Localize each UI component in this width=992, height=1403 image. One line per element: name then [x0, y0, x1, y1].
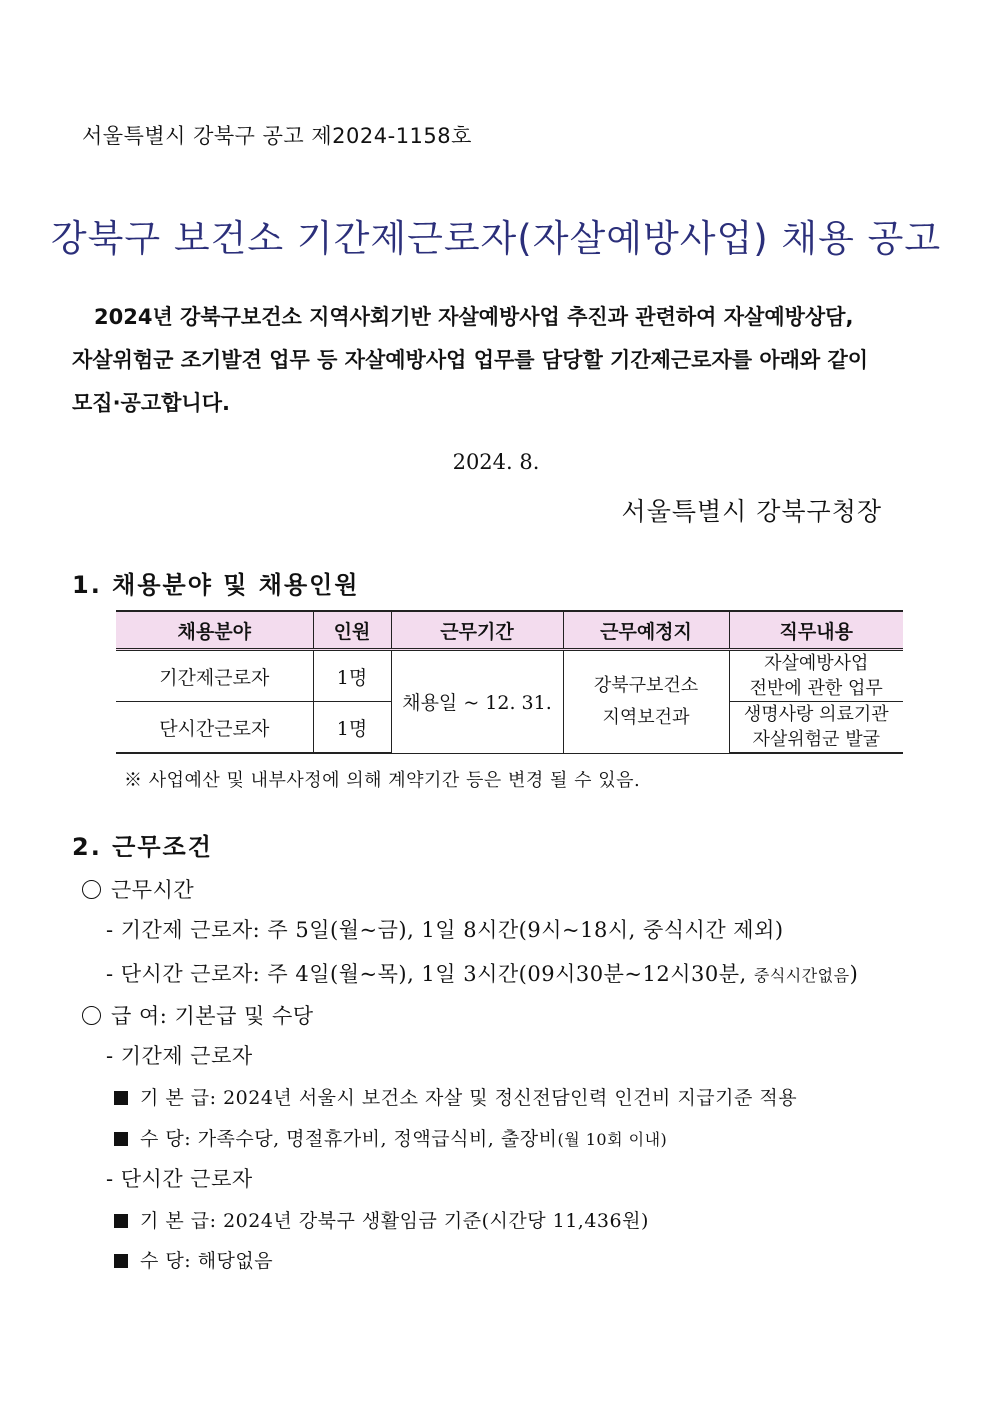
- table-row: [116, 650, 903, 702]
- fixed-base-text: 기 본 급: 2024년 서울시 보건소 자살 및 정신전담인력 인건비 지급기준 적용: [140, 1087, 798, 1109]
- intro-line-3: 모집·공고합니다.: [72, 391, 230, 415]
- page-title: 강북구 보건소 기간제근로자(자살예방사업) 채용 공고: [50, 217, 942, 260]
- hours-fixed: - 기간제 근로자: 주 5일(월~금), 1일 8시간(9시~18시, 중식시간 제외): [106, 918, 784, 942]
- pay-label: 급 여: 기본급 및 수당: [111, 1004, 314, 1028]
- duty-line-1: 생명사랑 의료기관: [743, 704, 889, 725]
- hours-label: 근무시간: [111, 878, 195, 902]
- fixed-base-pay: [114, 1083, 797, 1110]
- table-header-row: [116, 611, 903, 650]
- location-line-2: 지역보건과: [602, 706, 690, 728]
- square-bullet-icon: [114, 1091, 128, 1105]
- intro-line-2: 자살위험군 조기발견 업무 등 자살예방사업 업무를 담당할 기간제근로자를 아래와 같이: [72, 348, 869, 372]
- cell-count: 1명: [313, 650, 391, 702]
- part-allowance-text: 수 당: 해당없음: [140, 1250, 274, 1272]
- hours-part: [106, 958, 858, 988]
- header-field: 채용분야: [116, 611, 313, 650]
- section-1-heading: 1. 채용분야 및 채용인원: [72, 571, 360, 599]
- signer: 서울특별시 강북구청장: [621, 497, 882, 526]
- cell-period: 채용일 ~ 12. 31.: [391, 650, 563, 754]
- hours-item: [82, 874, 194, 904]
- circle-bullet-icon: [82, 1006, 101, 1025]
- table-note: ※ 사업예산 및 내부사정에 의해 계약기간 등은 변경 될 수 있음.: [124, 770, 641, 791]
- square-bullet-icon: [114, 1254, 128, 1268]
- part-base-pay: [114, 1206, 649, 1233]
- hours-part-small: 중식시간없음: [753, 966, 850, 985]
- part-allowance: [114, 1246, 273, 1273]
- header-location: 근무예정지: [563, 611, 729, 650]
- duty-line-2: 자살위험군 발굴: [752, 729, 880, 750]
- header-duty: 직무내용: [729, 611, 903, 650]
- square-bullet-icon: [114, 1132, 128, 1146]
- notice-number: 서울특별시 강북구 공고 제2024-1158호: [82, 124, 472, 148]
- duty-line-1: 자살예방사업: [764, 653, 869, 674]
- intro-paragraph: [72, 296, 932, 425]
- intro-line-1: 2024년 강북구보건소 지역사회기반 자살예방사업 추진과 관련하여 자살예방상담,: [94, 305, 854, 329]
- section-2-heading: 2. 근무조건: [72, 833, 213, 861]
- hours-part-end: ): [849, 962, 859, 986]
- hours-part-main: - 단시간 근로자: 주 4일(월~목), 1일 3시간(09시30분~12시30분,: [106, 962, 754, 986]
- cell-duty: [729, 650, 903, 702]
- header-period: 근무기간: [391, 611, 563, 650]
- fixed-allowance-text: 수 당: 가족수당, 명절휴가비, 정액급식비, 출장비: [140, 1128, 558, 1150]
- pay-item: [82, 1000, 314, 1030]
- cell-duty: [729, 702, 903, 754]
- header-count: 인원: [313, 611, 391, 650]
- cell-field: 단시간근로자: [116, 702, 313, 754]
- announcement-date: 2024. 8.: [452, 450, 540, 474]
- duty-line-2: 전반에 관한 업무: [749, 678, 883, 699]
- recruitment-table: [116, 610, 903, 754]
- part-worker-title: - 단시간 근로자: [106, 1167, 253, 1191]
- cell-field: 기간제근로자: [116, 650, 313, 702]
- part-base-text: 기 본 급: 2024년 강북구 생활임금 기준(시간당 11,436원): [140, 1210, 649, 1232]
- cell-count: 1명: [313, 702, 391, 754]
- square-bullet-icon: [114, 1214, 128, 1228]
- fixed-allowance-small: (월 10회 이내): [557, 1130, 668, 1149]
- cell-location: [563, 650, 729, 754]
- fixed-allowance: [114, 1124, 667, 1151]
- fixed-worker-title: - 기간제 근로자: [106, 1044, 253, 1068]
- circle-bullet-icon: [82, 880, 101, 899]
- location-line-1: 강북구보건소: [593, 674, 699, 696]
